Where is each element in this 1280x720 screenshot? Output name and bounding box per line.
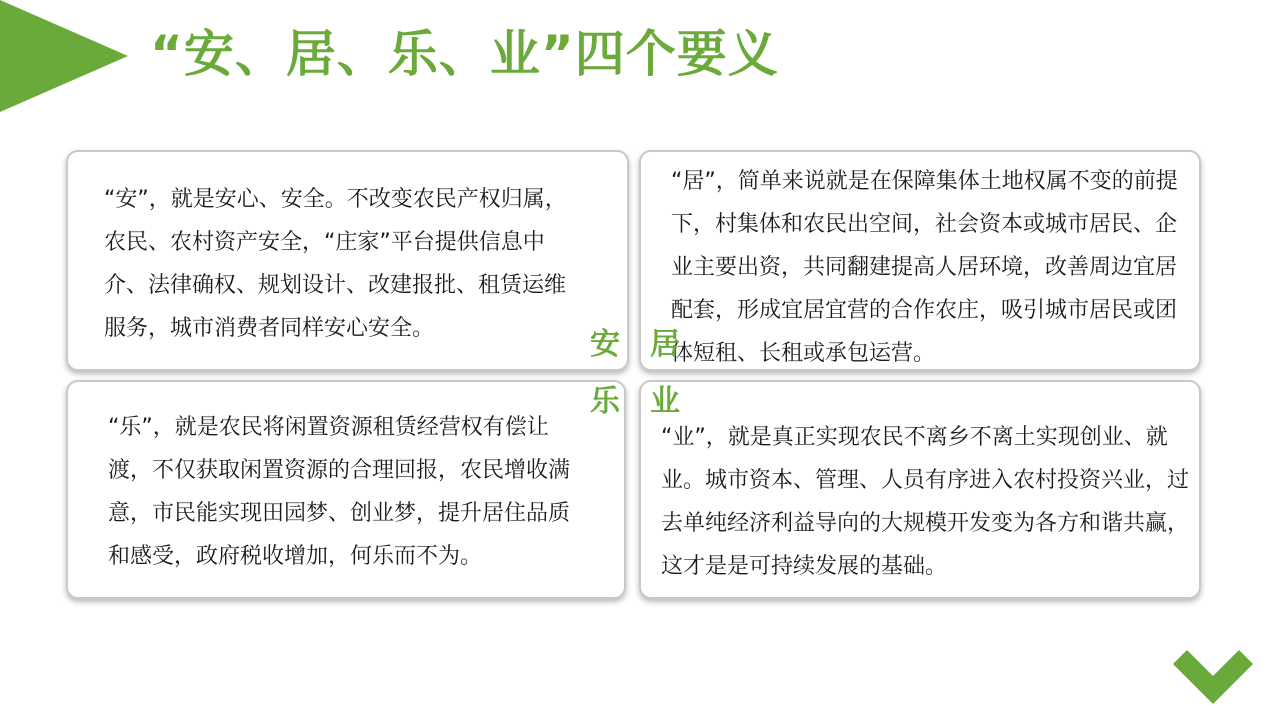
card-le-text: “乐”，就是农民将闲置资源租赁经营权有偿让渡，不仅获取闲置资源的合理回报，农民增收满意，市民能实现田园梦、创业梦，提升居住品质和感受，政府税收增加，何乐而不为。: [108, 415, 571, 569]
badge-ye: 业: [650, 384, 680, 419]
card-an: [66, 150, 629, 371]
card-an-text: “安”，就是安心、安全。不改变农民产权归属，农民、农村资产安全，“庄家”平台提供信息中介、法律确权、规划设计、改建报批、租赁运维服务，城市消费者同样安心安全。: [104, 187, 567, 341]
card-ye-text: “业”，就是真正实现农民不离乡不离土实现创业、就业。城市资本、管理、人员有序进入农村投资兴业，过去单纯经济利益导向的大规模开发变为各方和谐共赢，这才是是可持续发展的基础。: [661, 425, 1190, 579]
slide-title: “安、居、乐、业”四个要义: [150, 25, 779, 83]
triangle-arrow-icon: [0, 0, 128, 112]
card-ju: [639, 150, 1201, 371]
chevron-down-icon[interactable]: [1173, 648, 1253, 704]
badge-ju: 居: [650, 327, 680, 362]
badge-le: 乐: [590, 384, 620, 419]
card-ye: [639, 380, 1201, 599]
card-le: [66, 380, 626, 599]
card-ju-text: “居”，简单来说就是在保障集体土地权属不变的前提下，村集体和农民出空间，社会资本或城市居民、企业主要出资，共同翻建提高人居环境，改善周边宜居配套，形成宜居宜营的合作农庄，吸引城市居民或团体短租、长租或承包运营。: [671, 169, 1178, 366]
badge-an: 安: [590, 327, 620, 362]
